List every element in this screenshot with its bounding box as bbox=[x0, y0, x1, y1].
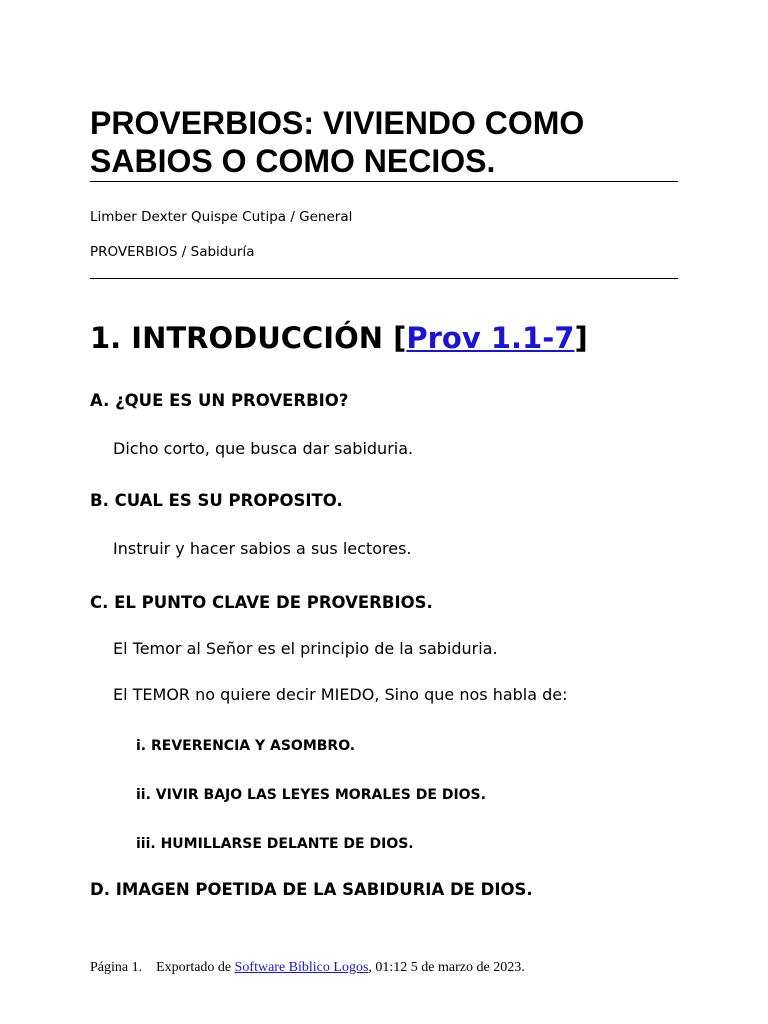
category-line: PROVERBIOS / Sabiduría bbox=[90, 244, 255, 260]
subheading-a: A. ¿QUE ES UN PROVERBIO? bbox=[90, 391, 349, 410]
author-line: Limber Dexter Quispe Cutipa / General bbox=[90, 209, 353, 225]
subheading-c: C. EL PUNTO CLAVE DE PROVERBIOS. bbox=[90, 593, 433, 612]
footer-page-label: Página 1. bbox=[90, 960, 143, 975]
page-footer bbox=[90, 958, 525, 978]
section-heading-prefix: 1. INTRODUCCIÓN [ bbox=[90, 321, 407, 355]
logos-software-link[interactable]: Software Bíblico Logos bbox=[234, 960, 369, 975]
title-divider bbox=[90, 181, 678, 182]
scripture-link-prov-1-1-7[interactable]: Prov 1.1-7 bbox=[406, 321, 575, 355]
paragraph-b: Instruir y hacer sabios a sus lectores. bbox=[113, 539, 412, 558]
section-heading-introduccion bbox=[90, 318, 588, 358]
paragraph-c-1: El Temor al Señor es el principio de la sabiduria. bbox=[113, 639, 498, 658]
paragraph-c-2: El TEMOR no quiere decir MIEDO, Sino que nos habla de: bbox=[113, 685, 568, 704]
paragraph-a: Dicho corto, que busca dar sabiduria. bbox=[113, 439, 414, 458]
meta-divider bbox=[90, 278, 678, 279]
list-item-vivir-bajo-leyes: ii. VIVIR BAJO LAS LEYES MORALES DE DIOS. bbox=[136, 787, 486, 803]
subheading-b: B. CUAL ES SU PROPOSITO. bbox=[90, 491, 343, 510]
footer-timestamp: , 01:12 5 de marzo de 2023. bbox=[368, 960, 525, 975]
footer-exported-prefix: Exportado de bbox=[156, 960, 232, 975]
list-item-reverencia: i. REVERENCIA Y ASOMBRO. bbox=[136, 738, 356, 754]
section-heading-suffix: ] bbox=[574, 321, 588, 355]
document-title: PROVERBIOS: VIVIENDO COMO SABIOS O COMO NECIOS. bbox=[90, 105, 585, 179]
list-item-humillarse: iii. HUMILLARSE DELANTE DE DIOS. bbox=[136, 836, 414, 852]
subheading-d: D. IMAGEN POETIDA DE LA SABIDURIA DE DIOS. bbox=[90, 880, 533, 899]
